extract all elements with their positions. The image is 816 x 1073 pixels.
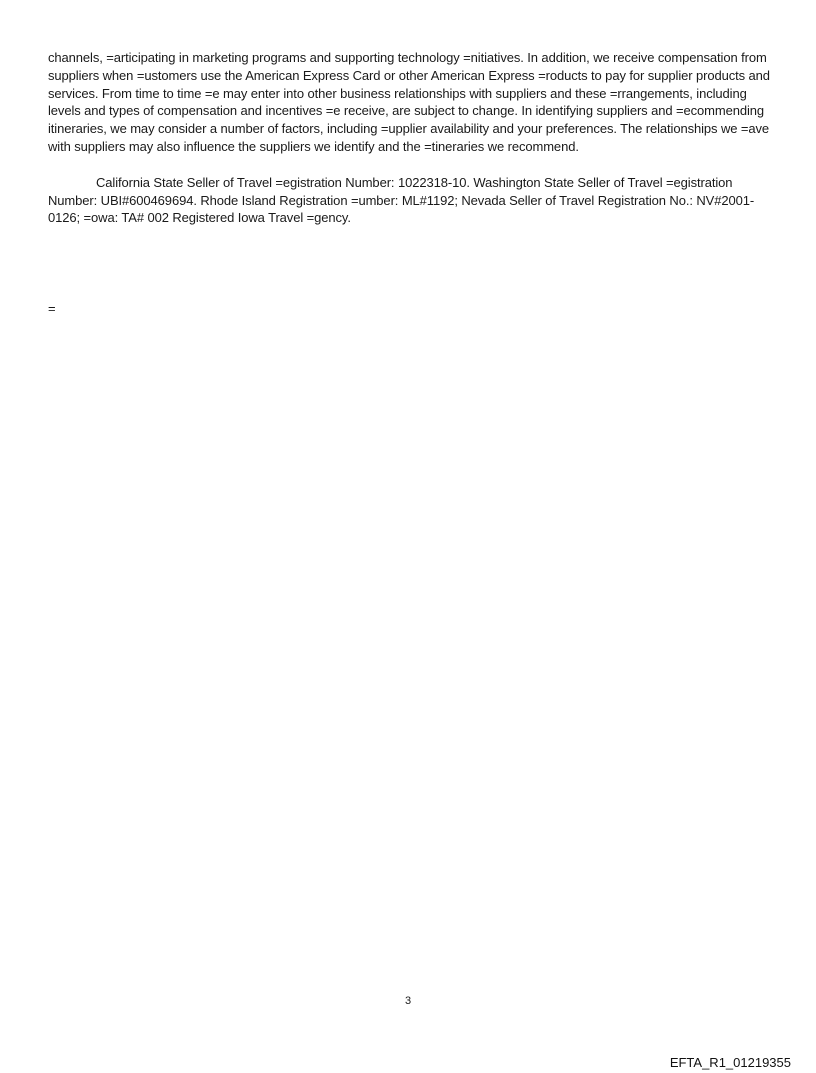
paragraph-seller-of-travel-registration: California State Seller of Travel =egistration Number: 1022318-10. Washington State Seller of Travel =egistration Number: UBI#600469694. Rhode Island Registration =umber: ML#1192; Nevada Seller of Travel Registration No.: NV#2001-0126; =owa: TA# 002 Registered Iowa Travel =gency. [48,174,755,226]
page-number: 3 [404,995,412,1007]
document-body [48,49,770,227]
bates-number: EFTA_R1_01219355 [669,1055,791,1070]
paragraph-supplier-compensation: channels, =articipating in marketing programs and supporting technology =nitiatives. In addition, we receive compensation from suppliers when =ustomers use the American Express Card or other American Express =roducts to pay for supplier products and services. From time to time =e may enter into other business relationships with suppliers and these =rrangements, including levels and types of compensation and incentives =e receive, are subject to change. In identifying suppliers and =ecommending itineraries, we may consider a number of factors, including =upplier availability and your preferences. The relationships we =ave with suppliers may also influence the suppliers we identify and the =tineraries we recommend. [48,50,770,154]
stray-equals-mark: = [48,301,56,316]
